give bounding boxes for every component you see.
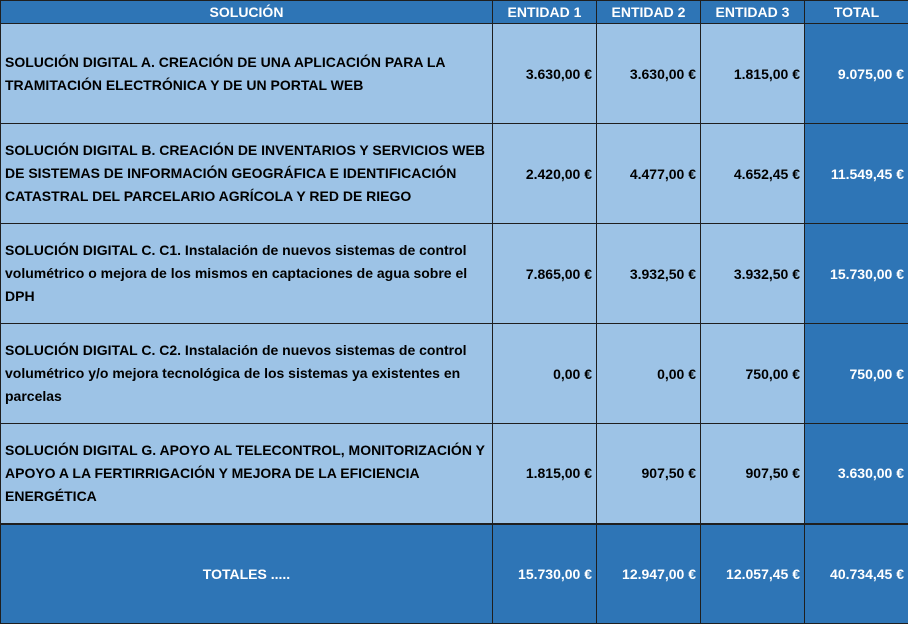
row-total: 9.075,00 € [805, 24, 908, 124]
row-entidad-1: 7.865,00 € [493, 224, 597, 324]
row-entidad-2: 907,50 € [597, 424, 701, 524]
totals-label: TOTALES ..... [1, 524, 493, 624]
header-entidad-3: ENTIDAD 3 [701, 1, 805, 24]
row-entidad-2: 3.932,50 € [597, 224, 701, 324]
row-entidad-1: 2.420,00 € [493, 124, 597, 224]
totals-entidad-1: 15.730,00 € [493, 524, 597, 624]
row-solucion: SOLUCIÓN DIGITAL C. C1. Instalación de nuevos sistemas de control volumétrico o mejora de los mismos en captaciones de agua sobre el DPH [1, 224, 493, 324]
row-entidad-2: 4.477,00 € [597, 124, 701, 224]
row-total: 15.730,00 € [805, 224, 908, 324]
totals-total: 40.734,45 € [805, 524, 908, 624]
header-row [1, 1, 908, 24]
totals-entidad-2: 12.947,00 € [597, 524, 701, 624]
row-entidad-3: 1.815,00 € [701, 24, 805, 124]
row-entidad-1: 0,00 € [493, 324, 597, 424]
row-entidad-3: 3.932,50 € [701, 224, 805, 324]
table-row [1, 224, 908, 324]
row-solucion: SOLUCIÓN DIGITAL C. C2. Instalación de nuevos sistemas de control volumétrico y/o mejora tecnológica de los sistemas ya existentes en parcelas [1, 324, 493, 424]
row-total: 750,00 € [805, 324, 908, 424]
row-entidad-1: 3.630,00 € [493, 24, 597, 124]
row-entidad-2: 0,00 € [597, 324, 701, 424]
table-header [1, 1, 908, 24]
header-entidad-1: ENTIDAD 1 [493, 1, 597, 24]
totals-row [1, 524, 908, 624]
header-total: TOTAL [805, 1, 908, 24]
row-solucion: SOLUCIÓN DIGITAL B. CREACIÓN DE INVENTARIOS Y SERVICIOS WEB DE SISTEMAS DE INFORMACIÓN GEOGRÁFICA E IDENTIFICACIÓN CATASTRAL DEL PARCELARIO AGRÍCOLA Y RED DE RIEGO [1, 124, 493, 224]
row-entidad-1: 1.815,00 € [493, 424, 597, 524]
row-total: 11.549,45 € [805, 124, 908, 224]
table-row [1, 124, 908, 224]
table-row [1, 424, 908, 524]
table-row [1, 24, 908, 124]
row-entidad-2: 3.630,00 € [597, 24, 701, 124]
row-entidad-3: 750,00 € [701, 324, 805, 424]
table-row [1, 324, 908, 424]
row-total: 3.630,00 € [805, 424, 908, 524]
row-entidad-3: 4.652,45 € [701, 124, 805, 224]
row-entidad-3: 907,50 € [701, 424, 805, 524]
row-solucion: SOLUCIÓN DIGITAL A. CREACIÓN DE UNA APLICACIÓN PARA LA TRAMITACIÓN ELECTRÓNICA Y DE UN PORTAL WEB [1, 24, 493, 124]
header-entidad-2: ENTIDAD 2 [597, 1, 701, 24]
row-solucion: SOLUCIÓN DIGITAL G. APOYO AL TELECONTROL, MONITORIZACIÓN Y APOYO A LA FERTIRRIGACIÓN Y MEJORA DE LA EFICIENCIA ENERGÉTICA [1, 424, 493, 524]
header-solucion: SOLUCIÓN [1, 1, 493, 24]
table-body [1, 24, 908, 624]
totals-entidad-3: 12.057,45 € [701, 524, 805, 624]
